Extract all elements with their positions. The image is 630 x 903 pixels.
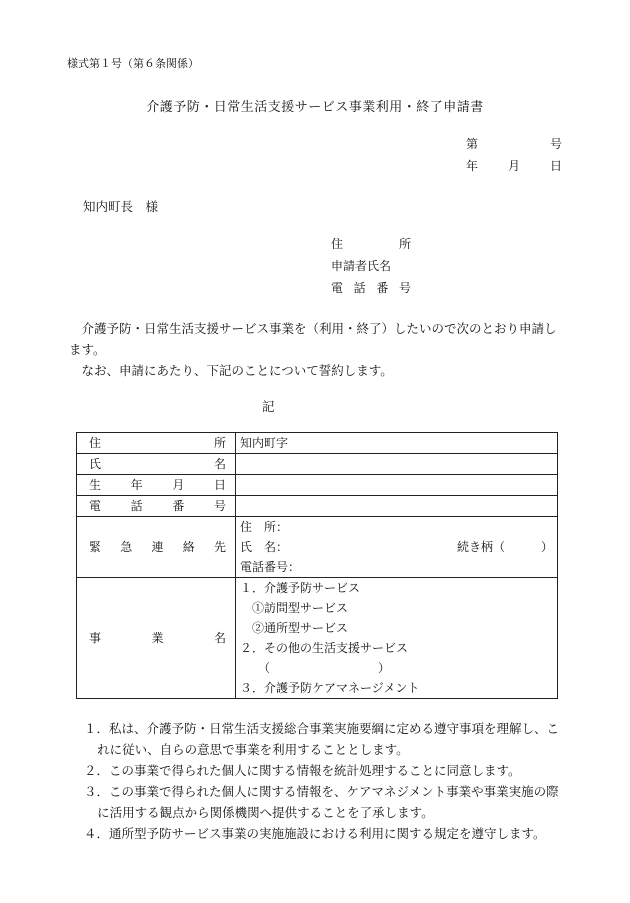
number-suffix: 号 [549, 137, 562, 151]
applicant-name-label [331, 257, 411, 279]
label-char: 連 [151, 540, 164, 554]
phone-label-cell [77, 496, 236, 517]
label-char: 住 [89, 436, 102, 450]
applicant-address-label [331, 235, 411, 257]
date-year: 年 [466, 159, 479, 173]
service-option[interactable]: ②通所型サービス [240, 621, 349, 635]
document-number-row [466, 135, 562, 157]
table-row-address [77, 433, 558, 454]
label-char: 事 [89, 631, 102, 645]
emergency-phone-line: 電話番号： [240, 560, 301, 574]
applicant-phone-char: 番 [376, 281, 389, 295]
label-char: 所 [213, 436, 226, 450]
service-option[interactable]: ①訪問型サービス [240, 601, 349, 615]
emergency-relation-label: 続き柄（ ） [456, 540, 553, 554]
birthdate-value [240, 475, 553, 495]
birthdate-value-cell[interactable] [236, 475, 558, 496]
document-title: 介護予防・日常生活支援サービス事業利用・終了申請書 [146, 100, 484, 115]
emergency-value-cell[interactable] [236, 517, 558, 578]
document-number-date [466, 135, 562, 179]
number-prefix: 第 [466, 137, 479, 151]
statement-paragraph-1 [69, 318, 569, 360]
name-label-cell [77, 454, 236, 475]
applicant-phone-char: 電 [331, 281, 344, 295]
date-month: 月 [507, 159, 520, 173]
label-char: 名 [213, 457, 226, 471]
label-char: 氏 [89, 457, 102, 471]
name-value-cell[interactable] [236, 454, 558, 475]
service-option[interactable]: １．介護予防サービス [240, 581, 361, 595]
address-value-cell[interactable] [236, 433, 558, 454]
form-number-label: 様式第１号（第６条関係） [67, 57, 199, 70]
document-date-row [466, 157, 562, 179]
address-value: 知内町字 [240, 436, 289, 450]
table-row-phone [77, 496, 558, 517]
label-char: 緊 [89, 540, 102, 554]
phone-value [240, 496, 553, 516]
label-char: 号 [213, 499, 226, 513]
address-label-cell [77, 433, 236, 454]
applicant-address-char: 所 [398, 237, 411, 251]
applicant-address-char: 住 [331, 237, 344, 251]
emergency-label-cell [77, 517, 236, 578]
pledge-item: １．私は、介護予防・日常生活支援総合事業実施要綱に定める遵守事項を理解し、これに従い、自らの意思で事業を利用することとします。 [84, 721, 560, 757]
name-value [240, 454, 553, 474]
applicant-block [331, 235, 411, 301]
applicant-phone-label [331, 279, 411, 301]
statement-text-2: なお、申請にあたり、下記のことについて誓約します。 [81, 363, 393, 378]
table-row-emergency-contact [77, 517, 558, 578]
application-statement [69, 318, 569, 381]
label-char: 番 [172, 499, 185, 513]
ki-heading: 記 [262, 399, 275, 414]
pledge-item: ３．この事業で得られた個人に関する情報を、ケアマネジメント事業や事業実施の際に活用する観点から関係機関へ提供することを了承します。 [84, 784, 559, 820]
services-label-cell [77, 578, 236, 699]
applicant-name-text: 申請者氏名 [331, 259, 392, 273]
statement-paragraph-2 [69, 360, 569, 381]
service-option[interactable]: （ ） [240, 661, 391, 675]
pledge-item: ２．この事業で得られた個人に関する情報を統計処理することに同意します。 [84, 763, 521, 778]
date-day: 日 [549, 159, 562, 173]
label-char: 絡 [182, 540, 195, 554]
emergency-name-line [240, 537, 553, 557]
birthdate-label-cell [77, 475, 236, 496]
table-row-services [77, 578, 558, 699]
pledge-item: ４．通所型予防サービス事業の実施施設における利用に関する規定を遵守します。 [84, 826, 546, 841]
phone-value-cell[interactable] [236, 496, 558, 517]
label-char: 年 [130, 478, 143, 492]
emergency-name-label: 氏 名： [240, 540, 289, 554]
applicant-phone-char: 号 [398, 281, 411, 295]
label-char: 月 [172, 478, 185, 492]
table-row-name [77, 454, 558, 475]
label-char: 日 [213, 478, 226, 492]
label-char: 名 [213, 631, 226, 645]
label-char: 業 [151, 631, 164, 645]
services-value-cell[interactable] [236, 578, 558, 699]
table-row-birthdate [77, 475, 558, 496]
label-char: 話 [130, 499, 143, 513]
service-option[interactable]: ２．その他の生活支援サービス [240, 641, 409, 655]
label-char: 電 [89, 499, 102, 513]
addressee: 知内町長 様 [83, 199, 159, 214]
label-char: 生 [89, 478, 102, 492]
applicant-info-table [76, 432, 558, 699]
service-option[interactable]: ３．介護予防ケアマネージメント [240, 681, 420, 695]
label-char: 急 [120, 540, 133, 554]
pledge-list [84, 718, 564, 844]
label-char: 先 [213, 540, 226, 554]
statement-text-1: 介護予防・日常生活支援サービス事業を（利用・終了）したいので次のとおり申請します。 [69, 321, 557, 357]
emergency-address-line: 住 所： [240, 520, 289, 534]
applicant-phone-char: 話 [353, 281, 366, 295]
